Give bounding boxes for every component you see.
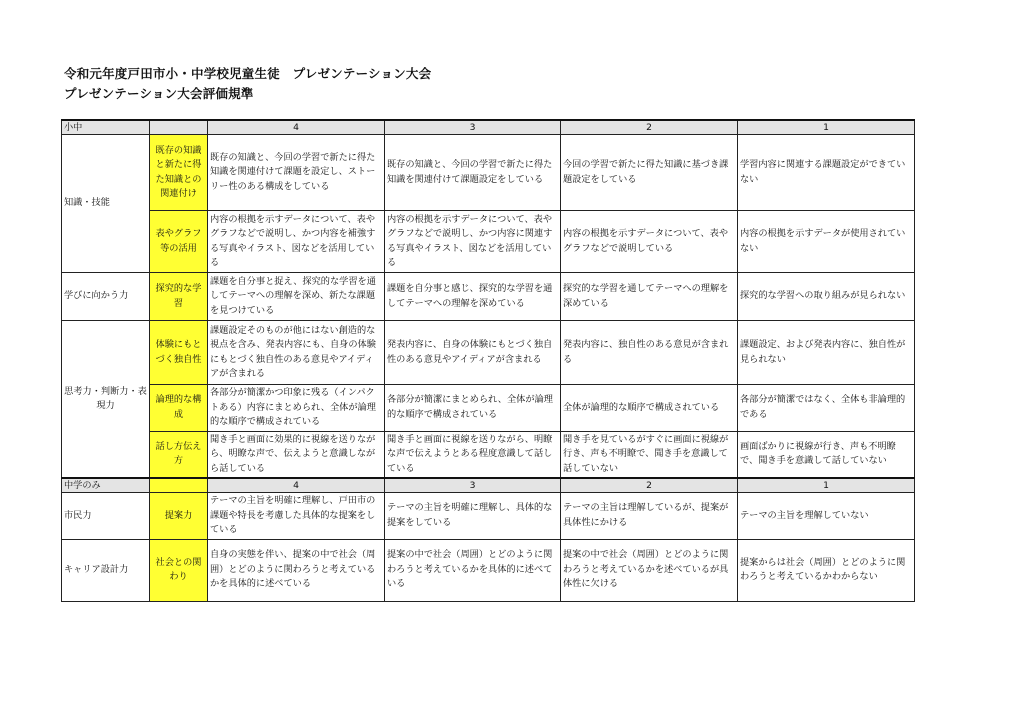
level-1-description: テーマの主旨を理解していない <box>738 493 915 540</box>
section2-header-blank <box>150 478 208 493</box>
criterion-label: 既存の知識と新たに得た知識との関連付け <box>150 135 208 211</box>
level-4-description: 課題を自分事と捉え、探究的な学習を通してテーマへの理解を深め、新たな課題を見つけている <box>208 273 385 321</box>
criterion-label: 提案力 <box>150 493 208 540</box>
level-4-description: 課題設定そのものが他にはない創造的な視点を含み、発表内容にも、自身の体験にもとづく独自性のある意見やアイディアが含まれる <box>208 321 385 385</box>
section2-header-row <box>62 478 915 493</box>
level-4-description: テーマの主旨を明確に理解し、戸田市の課題や特長を考慮した具体的な提案をしている <box>208 493 385 540</box>
level-3-header: 3 <box>385 120 561 135</box>
section2-label: 中学のみ <box>62 478 150 493</box>
table-row <box>62 211 915 273</box>
level-4-description: 聞き手と画面に効果的に視線を送りながら、明瞭な声で、伝えようと意識しながら話している <box>208 431 385 478</box>
level-2-description: テーマの主旨は理解しているが、提案が具体性にかける <box>561 493 738 540</box>
level-1-description: 学習内容に関連する課題設定ができていない <box>738 135 915 211</box>
level-2-description: 発表内容に、独自性のある意見が含まれる <box>561 321 738 385</box>
level-3-header: 3 <box>385 478 561 493</box>
document-titles <box>64 64 431 104</box>
level-2-description: 全体が論理的な順序で構成されている <box>561 385 738 432</box>
criterion-label: 探究的な学習 <box>150 273 208 321</box>
level-1-description: 内容の根拠を示すデータが使用されていない <box>738 211 915 273</box>
category-knowledge-skills: 知識・技能 <box>62 135 150 273</box>
level-1-description: 各部分が簡潔ではなく、全体も非論理的である <box>738 385 915 432</box>
table-row <box>62 135 915 211</box>
evaluation-rubric-table <box>61 119 915 602</box>
level-1-description: 探究的な学習への取り組みが見られない <box>738 273 915 321</box>
level-1-description: 画面ばかりに視線が行き、声も不明瞭で、聞き手を意識して話していない <box>738 431 915 478</box>
category-motivation-to-learn: 学びに向かう力 <box>62 273 150 321</box>
table-row <box>62 273 915 321</box>
category-citizenship: 市民力 <box>62 493 150 540</box>
level-4-header: 4 <box>208 120 385 135</box>
level-4-header: 4 <box>208 478 385 493</box>
level-3-description: テーマの主旨を明確に理解し、具体的な提案をしている <box>385 493 561 540</box>
criterion-label: 論理的な構成 <box>150 385 208 432</box>
section1-header-blank <box>150 120 208 135</box>
table-row <box>62 321 915 385</box>
level-1-description: 課題設定、および発表内容に、独自性が見られない <box>738 321 915 385</box>
criterion-label: 社会との関わり <box>150 539 208 601</box>
level-3-description: 内容の根拠を示すデータについて、表やグラフなどで説明し、かつ内容に関連する写真やイラスト、図などを活用している <box>385 211 561 273</box>
document-title: 令和元年度戸田市小・中学校児童生徒 プレゼンテーション大会 <box>64 66 432 81</box>
table-row <box>62 385 915 432</box>
level-2-header: 2 <box>561 120 738 135</box>
level-3-description: 聞き手と画面に視線を送りながら、明瞭な声で伝えようとある程度意識して話している <box>385 431 561 478</box>
level-2-header: 2 <box>561 478 738 493</box>
section1-header-row <box>62 120 915 135</box>
level-2-description: 聞き手を見ているがすぐに画面に視線が行き、声も不明瞭で、聞き手を意識して話していない <box>561 431 738 478</box>
document-subtitle: プレゼンテーション大会評価規準 <box>64 86 254 101</box>
level-2-description: 内容の根拠を示すデータについて、表やグラフなどで説明している <box>561 211 738 273</box>
level-2-description: 探究的な学習を通してテーマへの理解を深めている <box>561 273 738 321</box>
criterion-label: 体験にもとづく独自性 <box>150 321 208 385</box>
level-4-description: 各部分が簡潔かつ印象に残る（インパクトある）内容にまとめられ、全体が論理的な順序で構成されている <box>208 385 385 432</box>
table-row <box>62 539 915 601</box>
level-1-description: 提案からは社会（周囲）とどのように関わろうと考えているかわからない <box>738 539 915 601</box>
section1-label: 小中 <box>62 120 150 135</box>
level-1-header: 1 <box>738 478 915 493</box>
table-row <box>62 493 915 540</box>
level-4-description: 内容の根拠を示すデータについて、表やグラフなどで説明し、かつ内容を補強する写真やイラスト、図などを活用している <box>208 211 385 273</box>
category-thinking-judgment-expression: 思考力・判断力・表現力 <box>62 321 150 479</box>
level-1-header: 1 <box>738 120 915 135</box>
level-2-description: 提案の中で社会（周囲）とどのように関わろうと考えているかを述べているが具体性に欠ける <box>561 539 738 601</box>
level-3-description: 提案の中で社会（周囲）とどのように関わろうと考えているかを具体的に述べている <box>385 539 561 601</box>
criterion-label: 表やグラフ等の活用 <box>150 211 208 273</box>
level-3-description: 課題を自分事と感じ、探究的な学習を通してテーマへの理解を深めている <box>385 273 561 321</box>
level-3-description: 各部分が簡潔にまとめられ、全体が論理的な順序で構成されている <box>385 385 561 432</box>
table-row <box>62 431 915 478</box>
category-career-design: キャリア設計力 <box>62 539 150 601</box>
level-3-description: 発表内容に、自身の体験にもとづく独自性のある意見やアイディアが含まれる <box>385 321 561 385</box>
level-4-description: 既存の知識と、今回の学習で新たに得た知識を関連付けて課題を設定し、ストーリー性のある構成をしている <box>208 135 385 211</box>
level-2-description: 今回の学習で新たに得た知識に基づき課題設定をしている <box>561 135 738 211</box>
level-3-description: 既存の知識と、今回の学習で新たに得た知識を関連付けて課題設定をしている <box>385 135 561 211</box>
level-4-description: 自身の実態を伴い、提案の中で社会（周囲）とどのように関わろうと考えているかを具体的に述べている <box>208 539 385 601</box>
criterion-label: 話し方伝え方 <box>150 431 208 478</box>
